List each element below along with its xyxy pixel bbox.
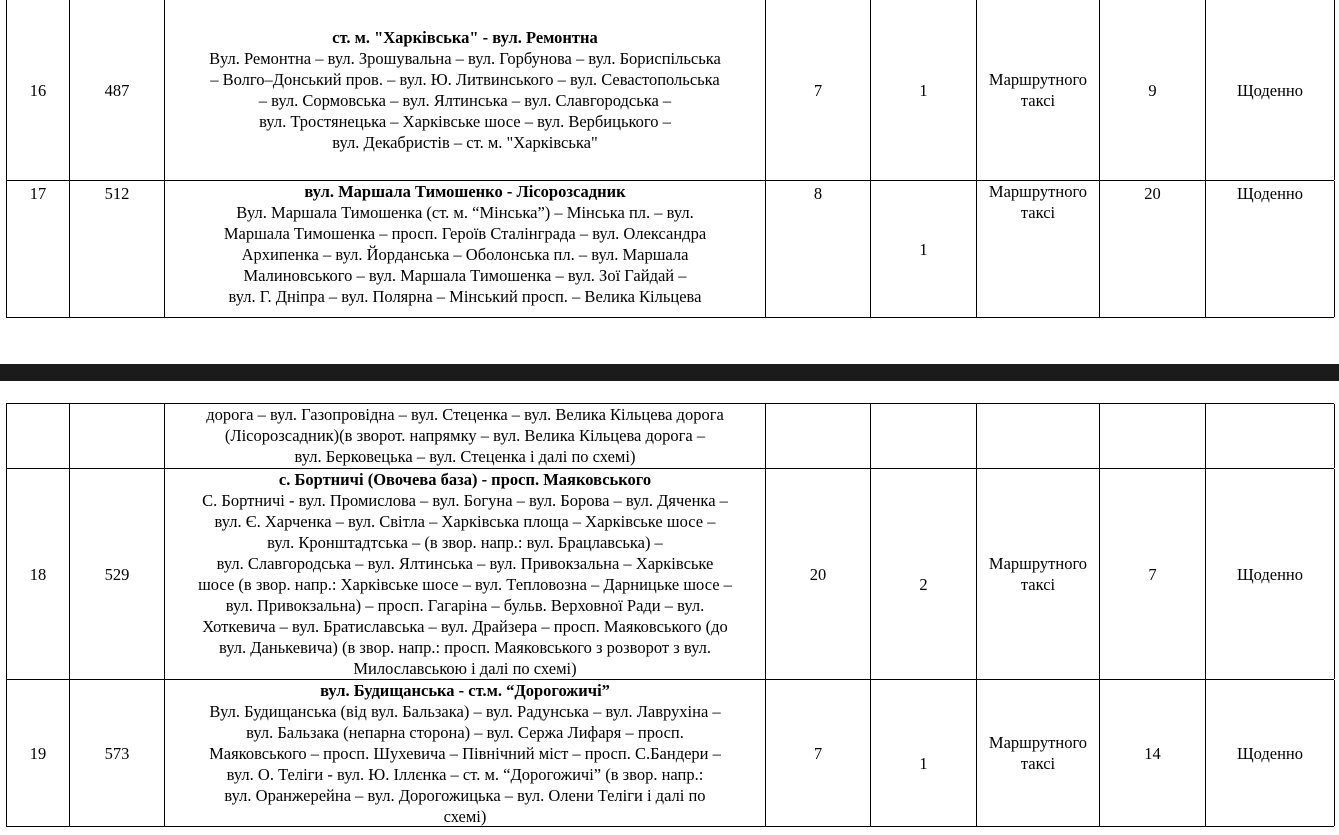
route-line: вул. Г. Дніпра – вул. Полярна – Мінський просп. – Велика Кільцева — [228, 287, 702, 306]
route-title: ст. м. "Харківська" - вул. Ремонтна — [332, 28, 598, 47]
route-description — [165, 680, 766, 826]
route-line: Милославською і далі по схемі) — [353, 659, 577, 678]
route-title: вул. Будищанська - ст.м. “Дорогожичі” — [320, 681, 610, 700]
route-line: схемі) — [443, 807, 487, 826]
schedule: Щоденно — [1206, 469, 1335, 679]
route-line: Хоткевича – вул. Братиславська – вул. Драйзера – просп. Маяковського (до — [202, 617, 728, 636]
row-number: 19 — [7, 680, 70, 826]
route-line: шосе (в звор. напр.: Харківське шосе – вул. Тепловозна – Дарницьке шосе – — [198, 575, 732, 594]
table-bottom-border — [6, 317, 1334, 318]
table-row — [6, 0, 1335, 180]
schedule: Щоденно — [1206, 0, 1335, 180]
interval: 9 — [1100, 0, 1206, 180]
route-line: вул. Славгородська – вул. Ялтинська – вул. Привокзальна – Харківське — [216, 554, 714, 573]
route-description — [165, 0, 766, 180]
interval: 20 — [1100, 181, 1206, 317]
vehicle-count: 7 — [766, 0, 871, 180]
route-number: 512 — [70, 181, 165, 317]
route-line: – Волго–Донський пров. – вул. Ю. Литвинського – вул. Севастопольська — [210, 70, 720, 89]
route-line: – вул. Сормовська – вул. Ялтинська – вул. Славгородська – — [258, 91, 672, 110]
route-line: вул. Тростянецька – Харківське шосе – вул. Вербицького – — [259, 112, 671, 131]
route-line: вул. Привокзальна) – просп. Гагаріна – бульв. Верховної Ради – вул. — [225, 596, 705, 615]
schedule: Щоденно — [1206, 181, 1335, 317]
route-line: дорога – вул. Газопровідна – вул. Стеценка – вул. Велика Кільцева дорога — [206, 405, 724, 424]
transport-type: Маршрутного таксі — [977, 181, 1100, 317]
route-line: вул. Оранжерейна – вул. Дорогожицька – вул. Олени Теліги і далі по — [224, 786, 706, 805]
transport-type: Маршрутного таксі — [977, 469, 1100, 679]
route-description — [165, 404, 766, 468]
route-table-top — [6, 0, 1334, 318]
route-number: 573 — [70, 680, 165, 826]
route-line: Маяковського – просп. Шухевича – Північний міст – просп. С.Бандери – — [209, 744, 721, 763]
route-line: С. Бортничі - вул. Промислова – вул. Богуна – вул. Борова – вул. Дяченка – — [202, 491, 728, 510]
route-line: вул. Кронштадтська – (в звор. напр.: вул. Брацлавська) – — [267, 533, 663, 552]
table-row — [6, 469, 1335, 679]
reserve-count: 1 — [871, 680, 977, 826]
row-number-empty — [7, 404, 70, 468]
route-title: вул. Маршала Тимошенко - Лісорозсадник — [304, 182, 626, 201]
route-line: Вул. Будищанська (від вул. Бальзака) – вул. Радунська – вул. Лаврухіна – — [209, 702, 721, 721]
schedule-empty — [1206, 404, 1335, 468]
vehicle-count: 20 — [766, 469, 871, 679]
transport-type: Маршрутного таксі — [977, 680, 1100, 826]
route-line: Маршала Тимошенка – просп. Героїв Сталінграда – вул. Олександра — [223, 224, 707, 243]
route-number: 529 — [70, 469, 165, 679]
row-number: 18 — [7, 469, 70, 679]
route-line: Вул. Маршала Тимошенка (ст. м. “Мінська”) – Мінська пл. – вул. — [236, 203, 694, 222]
route-line: вул. О. Теліги - вул. Ю. Іллєнка – ст. м. “Дорогожичі” (в звор. напр.: — [226, 765, 704, 784]
route-description — [165, 181, 766, 317]
reserve-count-empty — [871, 404, 977, 468]
table-row — [6, 181, 1335, 317]
table-row — [6, 680, 1335, 826]
vehicle-count-empty — [766, 404, 871, 468]
route-line: вул. Бальзака (непарна сторона) – вул. Сержа Лифаря – просп. — [246, 723, 684, 742]
route-line: вул. Є. Харченка – вул. Світла – Харківська площа – Харківське шосе – — [214, 512, 716, 531]
route-title: с. Бортничі (Овочева база) - просп. Маяковського — [278, 470, 652, 489]
schedule: Щоденно — [1206, 680, 1335, 826]
row-number: 17 — [7, 181, 70, 317]
reserve-count: 1 — [871, 0, 977, 180]
row-number: 16 — [7, 0, 70, 180]
route-line: Архипенка – вул. Йорданська – Оболонська пл. – вул. Маршала — [241, 245, 689, 264]
route-line: Малиновського – вул. Маршала Тимошенка – вул. Зої Гайдай – — [243, 266, 687, 285]
route-line: вул. Данькевича) (в звор. напр.: просп. Маяковського з розворот з вул. — [219, 638, 711, 657]
reserve-count: 2 — [871, 469, 977, 679]
transport-type-empty — [977, 404, 1100, 468]
page-break-bar — [0, 364, 1339, 381]
route-line: вул. Берковецька – вул. Стеценка і далі по схемі) — [294, 447, 636, 466]
route-description — [165, 469, 766, 679]
route-table-bottom — [6, 403, 1334, 827]
route-number: 487 — [70, 0, 165, 180]
interval: 14 — [1100, 680, 1206, 826]
reserve-count: 1 — [871, 181, 977, 317]
table-row-continuation — [6, 404, 1335, 468]
vehicle-count: 7 — [766, 680, 871, 826]
route-line: (Лісорозсадник)(в зворот. напрямку – вул. Велика Кільцева дорога – — [224, 426, 706, 445]
vehicle-count: 8 — [766, 181, 871, 317]
transport-type: Маршрутного таксі — [977, 0, 1100, 180]
interval: 7 — [1100, 469, 1206, 679]
route-number-empty — [70, 404, 165, 468]
route-line: вул. Декабристів – ст. м. "Харківська" — [332, 133, 598, 152]
interval-empty — [1100, 404, 1206, 468]
route-line: Вул. Ремонтна – вул. Зрошувальна – вул. Горбунова – вул. Бориспільська — [209, 49, 721, 68]
